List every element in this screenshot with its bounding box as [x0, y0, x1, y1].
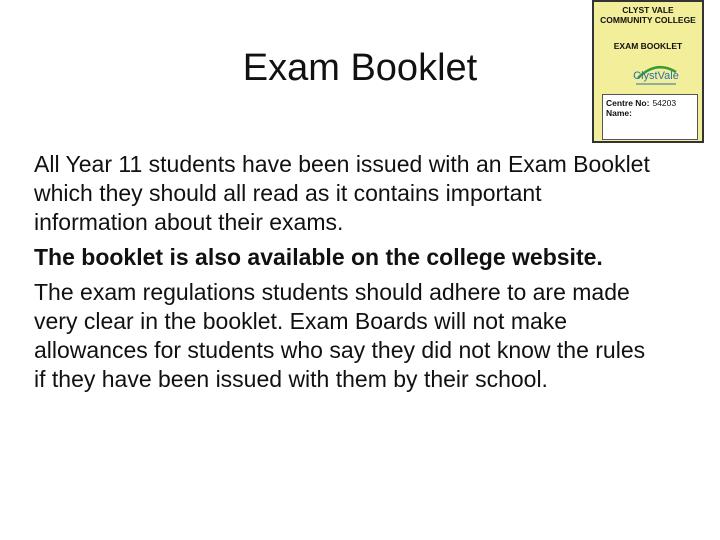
name-label: Name:: [606, 108, 632, 118]
centre-number-value: 54203: [652, 98, 677, 108]
slide-body: [34, 150, 654, 400]
centre-number-label: Centre No:: [606, 98, 650, 108]
slide-title: Exam Booklet: [242, 47, 478, 89]
college-logo: [630, 58, 682, 88]
paragraph-issued: All Year 11 students have been issued with an Exam Booklet which they should all read as it contains important information about their exams.: [34, 151, 650, 235]
booklet-info-box: [602, 94, 698, 140]
logo-text: ClystVale: [633, 70, 679, 82]
exam-booklet-cover-image: [592, 0, 704, 143]
centre-number-row: [606, 98, 694, 108]
booklet-heading: EXAM BOOKLET: [613, 41, 683, 51]
booklet-college-name: [594, 5, 702, 25]
booklet-college-line2: COMMUNITY COLLEGE: [600, 15, 696, 25]
name-row: [606, 108, 694, 118]
paragraph-regulations: The exam regulations students should adhere to are made very clear in the booklet. Exam Boards will not make allowances for students who say they did not know the rules if they have been issued with them by their school.: [34, 279, 646, 392]
booklet-college-line1: CLYST VALE: [622, 5, 674, 15]
paragraph-website: The booklet is also available on the college website.: [34, 244, 603, 270]
